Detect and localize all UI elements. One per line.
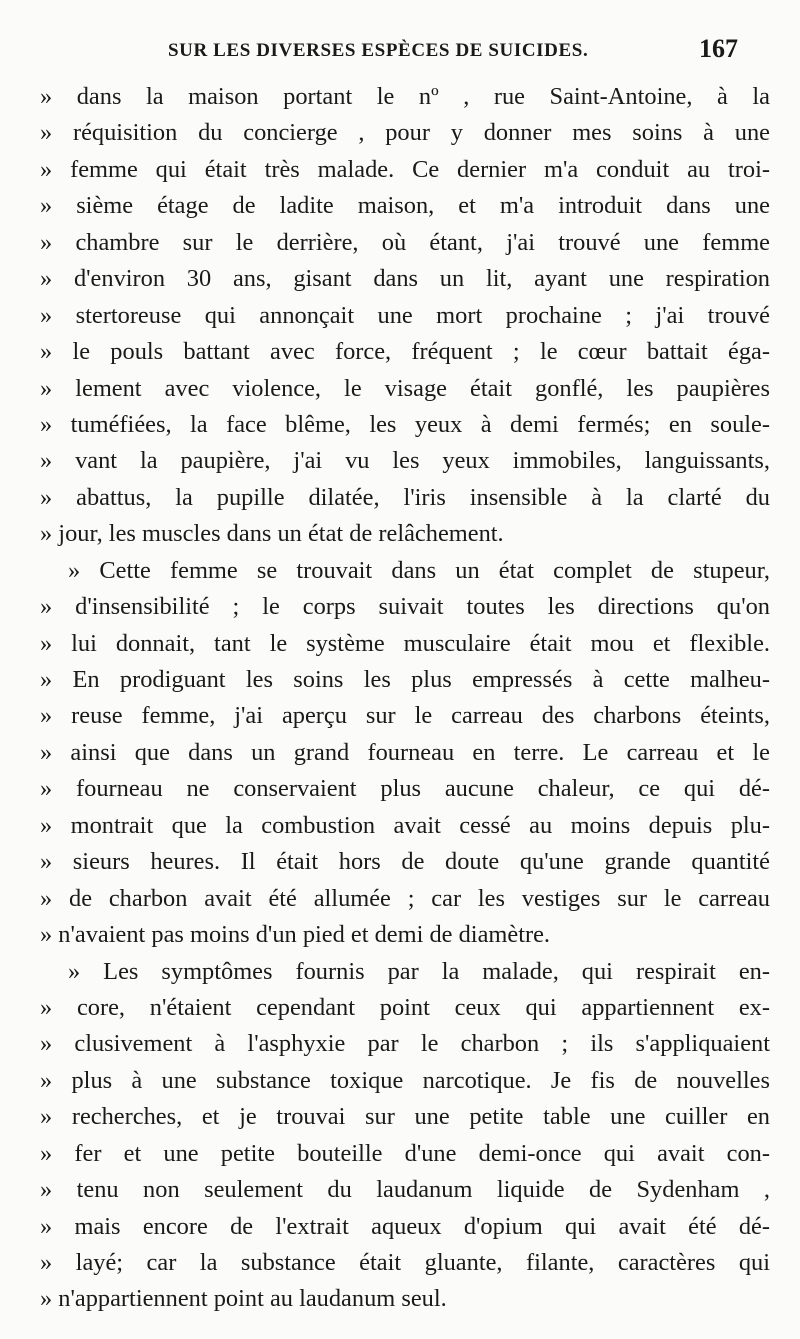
text-line: » recherches, et je trouvai sur une petite table une cuiller en: [40, 1103, 770, 1131]
text-line: » sieurs heures. Il était hors de doute qu'une grande quantité: [40, 848, 770, 876]
text-line: » lui donnait, tant le système musculaire était mou et flexible.: [40, 629, 770, 657]
text-line: » tenu non seulement du laudanum liquide de Sydenham ,: [40, 1176, 770, 1204]
text-line: » d'environ 30 ans, gisant dans un lit, ayant une respiration: [40, 265, 770, 293]
text-line: » femme qui était très malade. Ce dernier m'a conduit au troi-: [40, 155, 770, 183]
text-line: » Cette femme se trouvait dans un état complet de stupeur,: [68, 556, 770, 584]
text-line: » layé; car la substance était gluante, filante, caractères qui: [40, 1249, 770, 1276]
text-line: » sième étage de ladite maison, et m'a introduit dans une: [40, 192, 770, 220]
page-number: 167: [699, 34, 738, 63]
text-line: » abattus, la pupille dilatée, l'iris insensible à la clarté du: [40, 483, 770, 511]
text-line: » jour, les muscles dans un état de relâchement.: [40, 520, 504, 548]
text-line: » n'appartiennent point au laudanum seul.: [40, 1285, 447, 1313]
text-line: » mais encore de l'extrait aqueux d'opium qui avait été dé-: [40, 1212, 770, 1240]
running-title: SUR LES DIVERSES ESPÈCES DE SUICIDES.: [168, 40, 589, 61]
text-line: » chambre sur le derrière, où étant, j'ai trouvé une femme: [40, 228, 770, 256]
text-line: » n'avaient pas moins d'un pied et demi de diamètre.: [40, 921, 551, 949]
text-line: » fer et une petite bouteille d'une demi-once qui avait con-: [40, 1139, 770, 1167]
text-line: » montrait que la combustion avait cessé au moins depuis plu-: [40, 811, 770, 839]
text-line: » reuse femme, j'ai aperçu sur le carreau des charbons éteints,: [40, 702, 770, 730]
body-text: [40, 79, 770, 1318]
text-line: » tuméfiées, la face blême, les yeux à demi fermés; en soule-: [40, 410, 770, 438]
text-line: » le pouls battant avec force, fréquent ; le cœur battait éga-: [40, 338, 770, 366]
text-line: » dans la maison portant le nº , rue Saint-Antoine, à la: [40, 83, 770, 110]
text-line: » de charbon avait été allumée ; car les vestiges sur le carreau: [40, 884, 770, 912]
text-line: » lement avec violence, le visage était gonflé, les paupières: [40, 374, 770, 402]
text-line: » stertoreuse qui annonçait une mort prochaine ; j'ai trouvé: [40, 301, 770, 329]
text-line: » fourneau ne conservaient plus aucune chaleur, ce qui dé-: [40, 775, 770, 803]
text-line: » Les symptômes fournis par la malade, qui respirait en-: [68, 957, 770, 985]
text-line: » En prodiguant les soins les plus empressés à cette malheu-: [40, 666, 770, 693]
text-line: » vant la paupière, j'ai vu les yeux immobiles, languissants,: [40, 447, 770, 475]
text-line: » core, n'étaient cependant point ceux qui appartiennent ex-: [40, 993, 770, 1021]
text-line: » ainsi que dans un grand fourneau en terre. Le carreau et le: [40, 738, 770, 766]
page-header: [168, 30, 738, 70]
text-line: » plus à une substance toxique narcotique. Je fis de nouvelles: [40, 1066, 770, 1094]
text-line: » clusivement à l'asphyxie par le charbon ; ils s'appliquaient: [40, 1030, 770, 1058]
text-line: » d'insensibilité ; le corps suivait toutes les directions qu'on: [40, 593, 770, 621]
text-line: » réquisition du concierge , pour y donner mes soins à une: [40, 119, 770, 147]
